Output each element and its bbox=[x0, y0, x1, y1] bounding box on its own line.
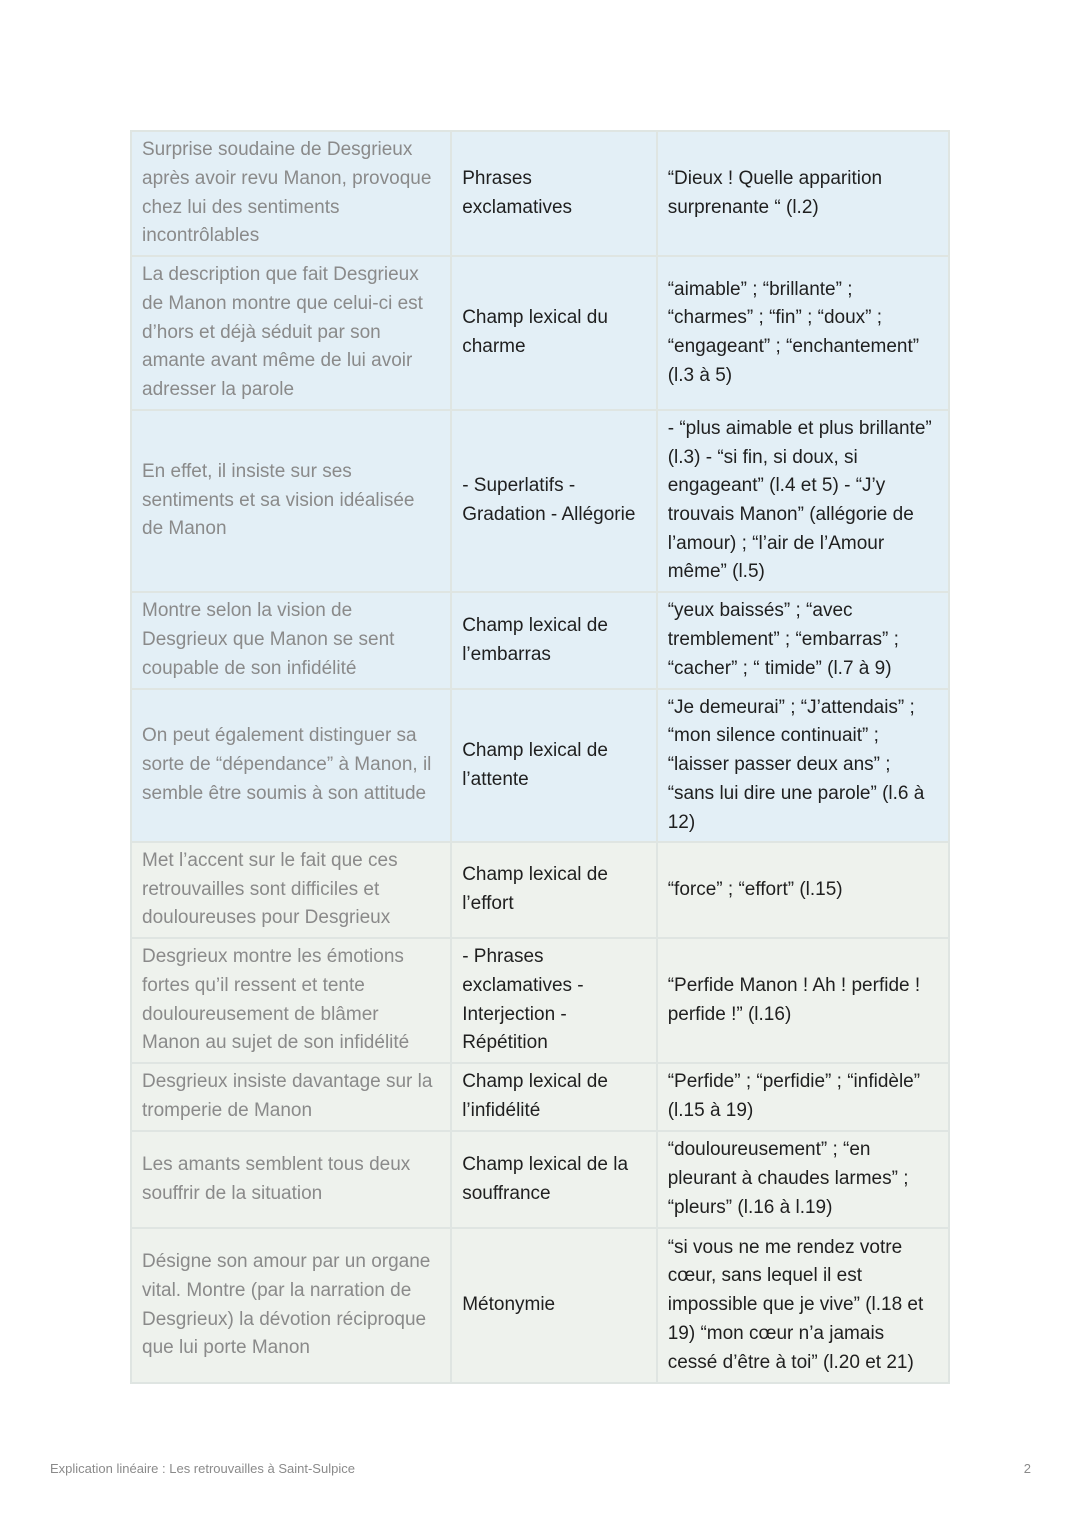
procede-cell: - Superlatifs - Gradation - Allégorie bbox=[452, 411, 658, 593]
table-row bbox=[132, 843, 950, 939]
citation-cell: “Perfide Manon ! Ah ! perfide ! perfide !” (l.16) bbox=[658, 939, 950, 1064]
interpretation-cell: Désigne son amour par un organe vital. Montre (par la narration de Desgrieux) la dévotion réciproque que lui porte Manon bbox=[132, 1229, 452, 1384]
citation-cell: “douloureusement” ; “en pleurant à chaudes larmes” ; “pleurs” (l.16 à l.19) bbox=[658, 1132, 950, 1229]
citation-cell: “force” ; “effort” (l.15) bbox=[658, 843, 950, 939]
citation-cell: “si vous ne me rendez votre cœur, sans lequel il est impossible que je vive” (l.18 et 19) “mon cœur n’a jamais cessé d’être à toi” (l.20 et 21) bbox=[658, 1229, 950, 1384]
interpretation-cell: Montre selon la vision de Desgrieux que Manon se sent coupable de son infidélité bbox=[132, 593, 452, 690]
procede-cell: Champ lexical du charme bbox=[452, 257, 658, 411]
procede-cell: Champ lexical de l’attente bbox=[452, 690, 658, 843]
interpretation-cell: Desgrieux montre les émotions fortes qu’il ressent et tente douloureusement de blâmer Manon au sujet de son infidélité bbox=[132, 939, 452, 1064]
procede-cell: Champ lexical de l’infidélité bbox=[452, 1064, 658, 1132]
citation-cell: “Je demeurai” ; “J’attendais” ; “mon silence continuait” ; “laisser passer deux ans” ; “sans lui dire une parole” (l.6 à 12) bbox=[658, 690, 950, 843]
interpretation-cell: Les amants semblent tous deux souffrir de la situation bbox=[132, 1132, 452, 1229]
table-row bbox=[132, 411, 950, 593]
citation-cell: “Dieux ! Quelle apparition surprenante “ (l.2) bbox=[658, 132, 950, 257]
analysis-table bbox=[130, 130, 950, 1384]
procede-cell: Champ lexical de l’effort bbox=[452, 843, 658, 939]
citation-cell: “aimable” ; “brillante” ; “charmes” ; “fin” ; “doux” ; “engageant” ; “enchantement” (l.3 à 5) bbox=[658, 257, 950, 411]
procede-cell: Champ lexical de l’embarras bbox=[452, 593, 658, 690]
procede-cell: Champ lexical de la souffrance bbox=[452, 1132, 658, 1229]
table-row bbox=[132, 593, 950, 690]
table-row bbox=[132, 257, 950, 411]
table-row bbox=[132, 132, 950, 257]
interpretation-cell: Surprise soudaine de Desgrieux après avoir revu Manon, provoque chez lui des sentiments incontrôlables bbox=[132, 132, 452, 257]
interpretation-cell: En effet, il insiste sur ses sentiments et sa vision idéalisée de Manon bbox=[132, 411, 452, 593]
table-row bbox=[132, 1132, 950, 1229]
procede-cell: Phrases exclamatives bbox=[452, 132, 658, 257]
procede-cell: Métonymie bbox=[452, 1229, 658, 1384]
interpretation-cell: On peut également distinguer sa sorte de “dépendance” à Manon, il semble être soumis à son attitude bbox=[132, 690, 452, 843]
table-row bbox=[132, 1229, 950, 1384]
citation-cell: - “plus aimable et plus brillante” (l.3) - “si fin, si doux, si engageant” (l.4 et 5) - “J’y trouvais Manon” (allégorie de l’amour) ; “l’air de l’Amour même” (l.5) bbox=[658, 411, 950, 593]
table-row bbox=[132, 939, 950, 1064]
table-row bbox=[132, 690, 950, 843]
interpretation-cell: Met l’accent sur le fait que ces retrouvailles sont difficiles et douloureuses pour Desgrieux bbox=[132, 843, 452, 939]
interpretation-cell: La description que fait Desgrieux de Manon montre que celui-ci est d’hors et déjà séduit par son amante avant même de lui avoir adresser la parole bbox=[132, 257, 452, 411]
citation-cell: “yeux baissés” ; “avec tremblement” ; “embarras” ; “cacher” ; “ timide” (l.7 à 9) bbox=[658, 593, 950, 690]
table-row bbox=[132, 1064, 950, 1132]
citation-cell: “Perfide” ; “perfidie” ; “infidèle” (l.15 à 19) bbox=[658, 1064, 950, 1132]
page-number: 2 bbox=[1023, 1461, 1031, 1476]
procede-cell: - Phrases exclamatives - Interjection - Répétition bbox=[452, 939, 658, 1064]
interpretation-cell: Desgrieux insiste davantage sur la tromperie de Manon bbox=[132, 1064, 452, 1132]
footer-document-title: Explication linéaire : Les retrouvailles à Saint-Sulpice bbox=[50, 1461, 355, 1476]
